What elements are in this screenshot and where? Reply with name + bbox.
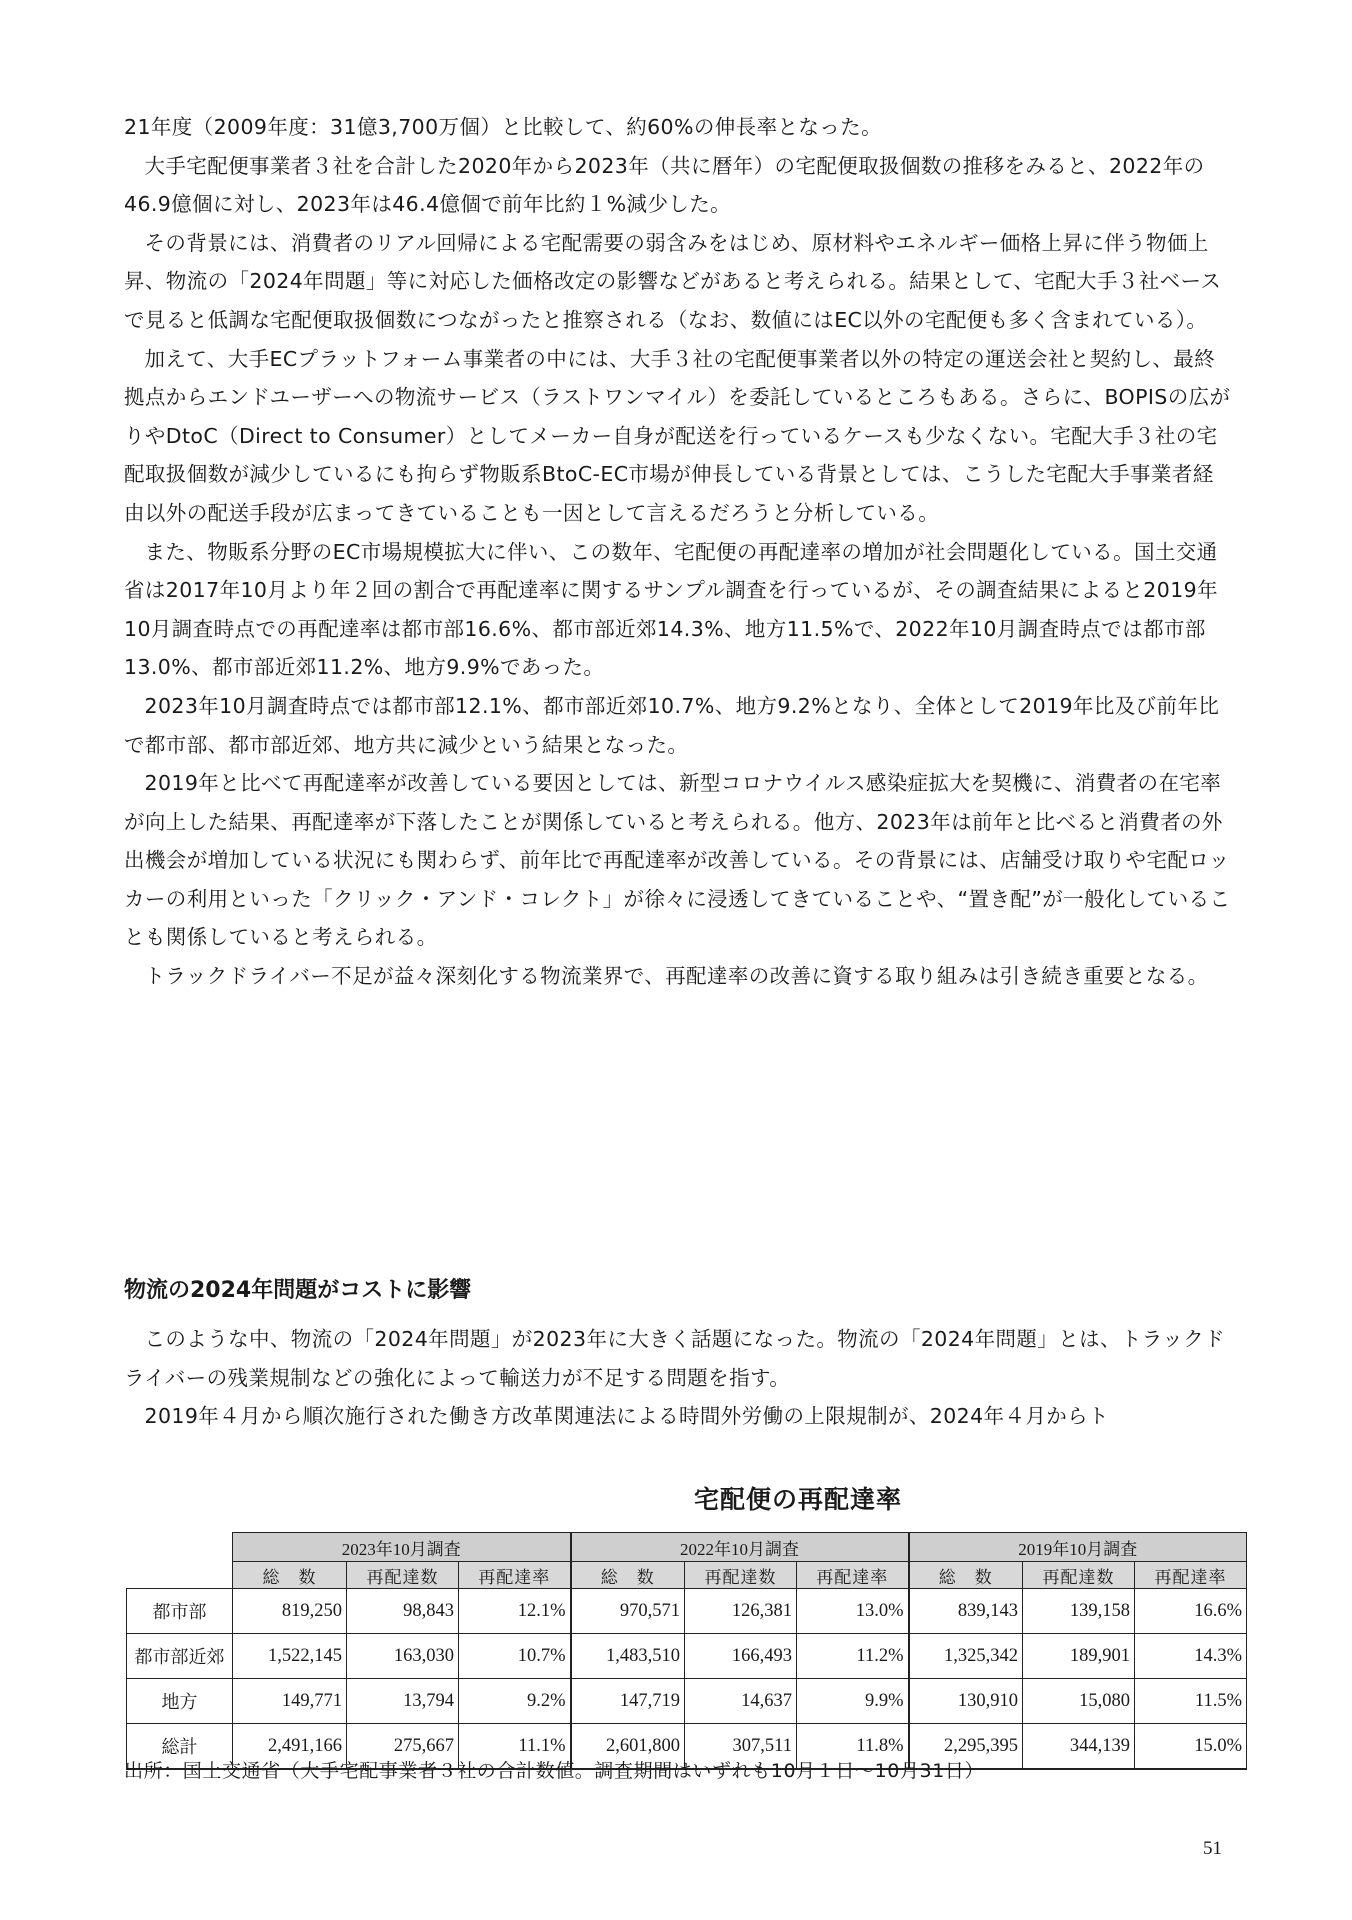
table-cell: 1,522,145 xyxy=(233,1634,347,1679)
table-cell: 166,493 xyxy=(685,1634,797,1679)
table-cell: 819,250 xyxy=(233,1589,347,1634)
table-cell: 16.6% xyxy=(1135,1589,1247,1634)
table-cell: 139,158 xyxy=(1023,1589,1135,1634)
table-cell: 15,080 xyxy=(1023,1679,1135,1724)
table-column-header: 総 数 xyxy=(233,1562,347,1589)
table-column-header: 総 数 xyxy=(571,1562,685,1589)
table-cell: 163,030 xyxy=(347,1634,459,1679)
table-cell: 2,491,166 xyxy=(233,1724,347,1770)
row-label: 総計 xyxy=(127,1724,233,1770)
table-cell: 13.0% xyxy=(797,1589,909,1634)
paragraph: 2023年10月調査時点では都市部12.1%、都市部近郊10.7%、地方9.2%となり、全体として2019年比及び前年比で都市部、都市部近郊、地方共に減少という結果となった。 xyxy=(124,693,1220,757)
table-cell: 839,143 xyxy=(909,1589,1023,1634)
page-number: 51 xyxy=(1203,1838,1222,1859)
table-group-header: 2019年10月調査 xyxy=(909,1533,1247,1562)
table-row xyxy=(127,1634,1247,1679)
table-cell: 130,910 xyxy=(909,1679,1023,1724)
table-cell: 275,667 xyxy=(347,1724,459,1770)
table-column-header: 再配達数 xyxy=(347,1562,459,1589)
paragraph: 2019年４月から順次施行された働き方改革関連法による時間外労働の上限規制が、2024年４月からト xyxy=(144,1404,1109,1429)
table-cell: 11.8% xyxy=(797,1724,909,1770)
table-column-header: 再配達数 xyxy=(685,1562,797,1589)
section-body-text xyxy=(124,1320,1232,1436)
table-cell: 1,325,342 xyxy=(909,1634,1023,1679)
paragraph: このような中、物流の「2024年問題」が2023年に大きく話題になった。物流の「2024年問題」とは、トラックドライバーの残業規制などの強化によって輸送力が不足する問題を指す。 xyxy=(124,1327,1225,1390)
table-column-header: 再配達率 xyxy=(1135,1562,1247,1589)
paragraph: また、物販系分野のEC市場規模拡大に伴い、この数年、宅配便の再配達率の増加が社会問題化している。国土交通省は2017年10月より年２回の割合で再配達率に関するサンプル調査を行っているが、その調査結果によると2019年10月調査時点での再配達率は都市部16.6%、都市部近郊14.3%、地方11.5%で、2022年10月調査時点では都市部13.0%、都市部近郊11.2%、地方9.9%であった。 xyxy=(124,539,1218,680)
table-cell: 9.2% xyxy=(459,1679,571,1724)
table-title: 宅配便の再配達率 xyxy=(693,1485,902,1514)
table-cell: 9.9% xyxy=(797,1679,909,1724)
table-cell: 11.5% xyxy=(1135,1679,1247,1724)
table-cell: 189,901 xyxy=(1023,1634,1135,1679)
table-column-header: 総 数 xyxy=(909,1562,1023,1589)
paragraph: 加えて、大手ECプラットフォーム事業者の中には、大手３社の宅配便事業者以外の特定の運送会社と契約し、最終拠点からエンドユーザーへの物流サービス（ラストワンマイル）を委託しているところもある。さらに、BOPISの広がりやDtoC（Direct to Consumer）としてメーカー自身が配送を行っているケースも少なくない。宅配大手３社の宅配取扱個数が減少しているにも拘らず物販系BtoC-EC市場が伸長している背景としては、こうした宅配大手事業者経由以外の配送手段が広まってきていることも一因として言えるだろうと分析している。 xyxy=(124,346,1231,525)
table-cell: 15.0% xyxy=(1135,1724,1247,1770)
table-cell: 11.2% xyxy=(797,1634,909,1679)
table-cell: 147,719 xyxy=(571,1679,685,1724)
table-row xyxy=(127,1679,1247,1724)
table-corner xyxy=(127,1562,233,1589)
paragraph: その背景には、消費者のリアル回帰による宅配需要の弱含みをはじめ、原材料やエネルギー価格上昇に伴う物価上昇、物流の「2024年問題」等に対応した価格改定の影響などがあると考えられる。結果として、宅配大手３社ベースで見ると低調な宅配便取扱個数につながったと推察される（なお、数値にはEC以外の宅配便も多く含まれている）。 xyxy=(124,230,1222,332)
table-cell: 98,843 xyxy=(347,1589,459,1634)
table-cell: 1,483,510 xyxy=(571,1634,685,1679)
source-note: 出所：国土交通省（大手宅配事業者３社の合計数値。調査期間はいずれも10月１日～10月31日） xyxy=(124,1760,985,1782)
table-corner xyxy=(127,1533,233,1562)
table-group-header: 2022年10月調査 xyxy=(571,1533,909,1562)
table-group-header-row xyxy=(127,1533,1247,1562)
table-column-header: 再配達率 xyxy=(797,1562,909,1589)
table-cell: 344,139 xyxy=(1023,1724,1135,1770)
table-sub-header-row xyxy=(127,1562,1247,1589)
table-group-header: 2023年10月調査 xyxy=(233,1533,571,1562)
section-heading: 物流の2024年問題がコストに影響 xyxy=(124,1278,472,1303)
table-column-header: 再配達数 xyxy=(1023,1562,1135,1589)
row-label: 都市部 xyxy=(127,1589,233,1634)
table-column-header: 再配達率 xyxy=(459,1562,571,1589)
table-cell: 12.1% xyxy=(459,1589,571,1634)
row-label: 地方 xyxy=(127,1679,233,1724)
table-row xyxy=(127,1589,1247,1634)
paragraph: 2019年と比べて再配達率が改善している要因としては、新型コロナウイルス感染症拡大を契機に、消費者の在宅率が向上した結果、再配達率が下落したことが関係していると考えられる。他方、2023年は前年と比べると消費者の外出機会が増加している状況にも関わらず、前年比で再配達率が改善している。その背景には、店舗受け取りや宅配ロッカーの利用といった「クリック・アンド・コレクト」が徐々に浸透してきていることや、“置き配”が一般化していることも関係していると考えられる。 xyxy=(124,771,1231,950)
table-cell: 307,511 xyxy=(685,1724,797,1770)
table-cell: 14.3% xyxy=(1135,1634,1247,1679)
row-label: 都市部近郊 xyxy=(127,1634,233,1679)
table-cell: 14,637 xyxy=(685,1679,797,1724)
redelivery-rate-table xyxy=(126,1532,1247,1770)
paragraph: 大手宅配便事業者３社を合計した2020年から2023年（共に暦年）の宅配便取扱個数の推移をみると、2022年の46.9億個に対し、2023年は46.4億個で前年比約１%減少した。 xyxy=(124,153,1205,217)
table-cell: 13,794 xyxy=(347,1679,459,1724)
table-cell: 10.7% xyxy=(459,1634,571,1679)
table-cell: 2,295,395 xyxy=(909,1724,1023,1770)
paragraph: 21年度（2009年度：31億3,700万個）と比較して、約60%の伸長率となった。 xyxy=(124,115,882,139)
table-cell: 126,381 xyxy=(685,1589,797,1634)
table-cell: 2,601,800 xyxy=(571,1724,685,1770)
paragraph: トラックドライバー不足が益々深刻化する物流業界で、再配達率の改善に資する取り組みは引き続き重要となる。 xyxy=(144,964,1209,989)
table-cell: 11.1% xyxy=(459,1724,571,1770)
table-cell: 970,571 xyxy=(571,1589,685,1634)
body-text xyxy=(124,108,1232,996)
table-cell: 149,771 xyxy=(233,1679,347,1724)
